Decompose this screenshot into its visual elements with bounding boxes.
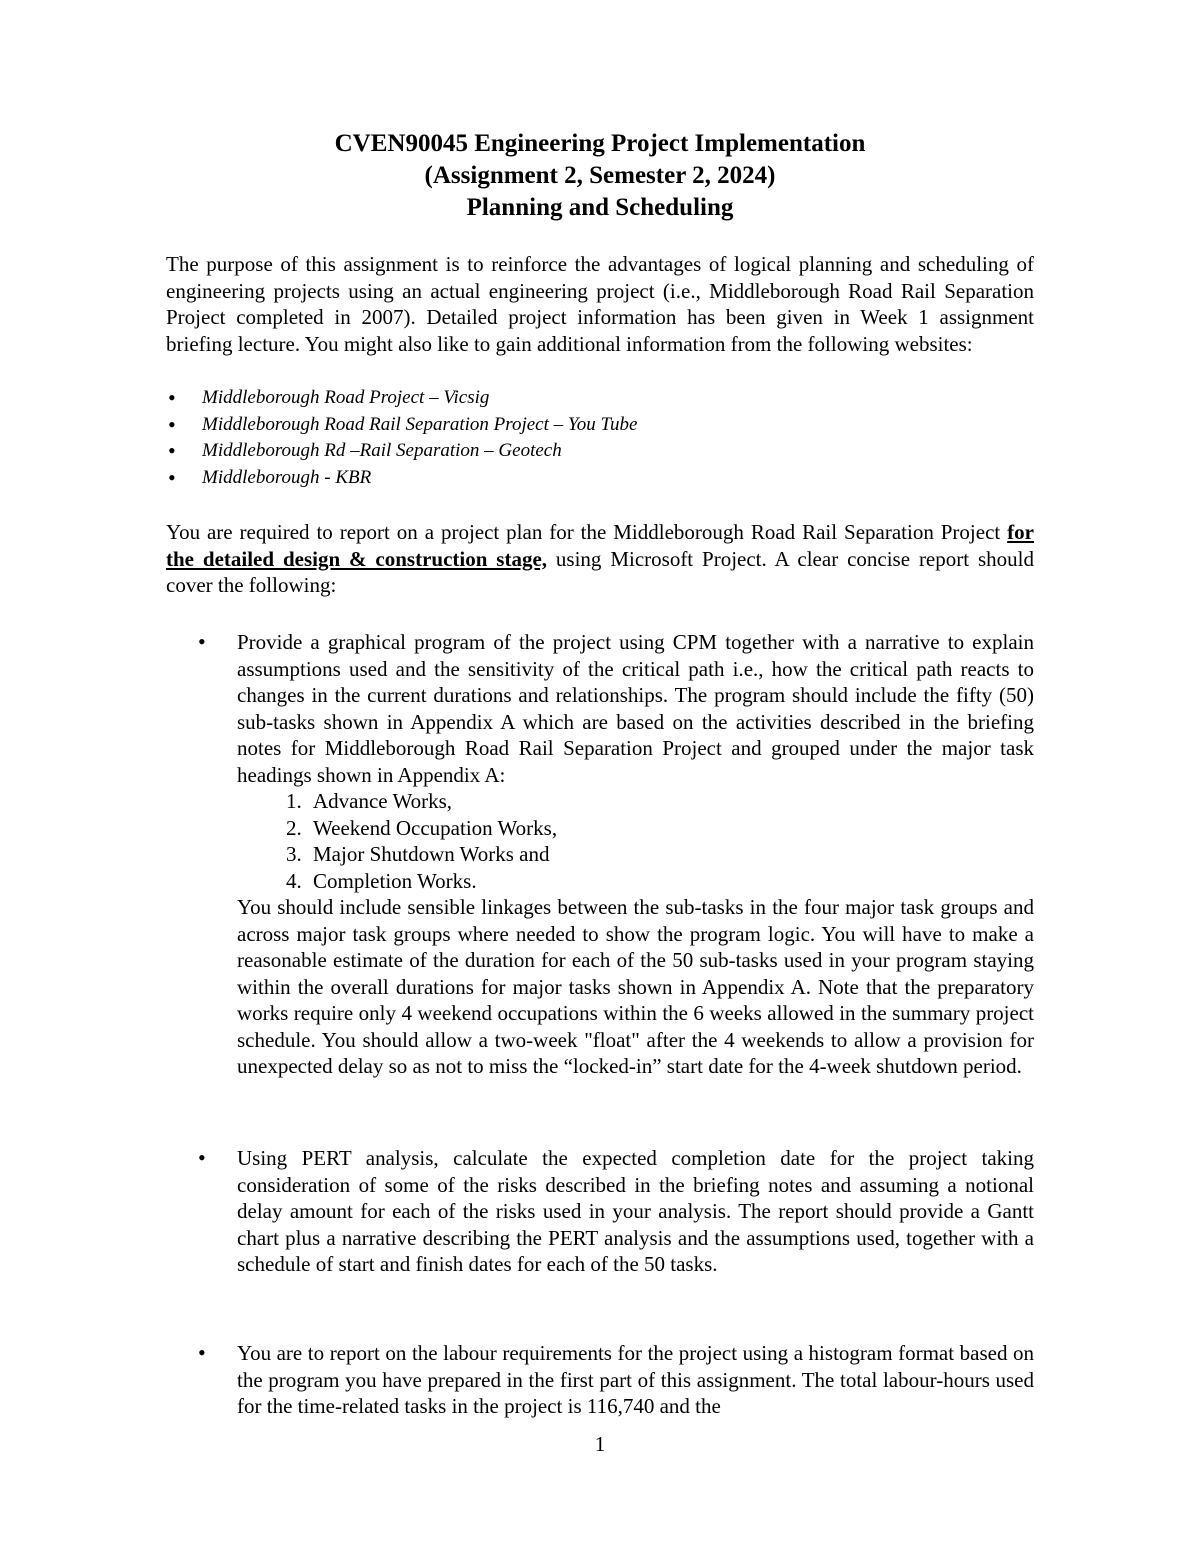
website-list (166, 385, 637, 491)
major-task-item: 3. Major Shutdown Works and (307, 841, 1034, 868)
document-heading: Planning and Scheduling (466, 194, 734, 221)
stage-emphasis: for the detailed design & construction stage, (166, 520, 1034, 571)
page-number: 1 (594, 1432, 606, 1456)
bullet-icon: • (198, 1145, 206, 1170)
bullet-icon: • (198, 1340, 206, 1365)
website-link[interactable]: • Middleborough Road Project – Vicsig (166, 385, 637, 412)
requirements-intro-start: You are required to report on a project plan for the Middleborough Road Rail Separation Project (166, 520, 1008, 544)
title-block (0, 128, 1200, 224)
bullet-icon: • (198, 629, 206, 654)
requirement-pert: Using PERT analysis, calculate the expected completion date for the project taking consideration of some of the risks described in the briefing notes and assuming a notional delay amount for each of the risks used in your analysis. The report should provide a Gantt chart plus a narrative describing the PERT analysis and the assumptions used, together with a schedule of start and finish dates for each of the 50 tasks. (237, 1146, 1034, 1276)
major-task-item: 2. Weekend Occupation Works, (307, 815, 1034, 842)
requirement-cpm-text: Provide a graphical program of the project using CPM together with a narrative to explain assumptions used and the sensitivity of the critical path i.e., how the critical path reacts to changes in the current durations and relationships. The program should include the fifty (50) sub-tasks shown in Appendix A which are based on the activities described in the briefing notes for Middleborough Road Rail Separation Project and grouped under the major task headings shown in Appendix A: (237, 630, 1034, 787)
requirement-cpm (237, 629, 1034, 1080)
website-link[interactable]: • Middleborough Rd –Rail Separation – Geotech (166, 438, 637, 465)
major-task-item: 4. Completion Works. (307, 868, 1034, 895)
website-link[interactable]: • Middleborough - KBR (166, 465, 637, 492)
major-task-list (237, 788, 1034, 894)
intro-paragraph: The purpose of this assignment is to reinforce the advantages of logical planning and scheduling of engineering projects using an actual engineering project (i.e., Middleborough Road Rail Separation Project completed in 2007). Detailed project information has been given in Week 1 assignment briefing lecture. You might also like to gain additional information from the following websites: (166, 252, 1034, 356)
document-title: CVEN90045 Engineering Project Implementation (334, 130, 866, 157)
major-task-item: 1. Advance Works, (307, 788, 1034, 815)
website-link[interactable]: • Middleborough Road Rail Separation Project – You Tube (166, 412, 637, 439)
document-subtitle: (Assignment 2, Semester 2, 2024) (424, 162, 776, 189)
requirements-intro (166, 519, 1034, 599)
requirements-intro-end: using Microsoft Project. A clear concise report should cover the following: (166, 546, 1034, 597)
requirement-cpm-followup: You should include sensible linkages between the sub-tasks in the four major task groups and across major task groups where needed to show the program logic. You will have to make a reasonable estimate of the duration for each of the 50 sub-tasks used in your program staying within the overall durations for major tasks shown in Appendix A. Note that the preparatory works require only 4 weekend occupations within the 6 weeks allowed in the summary project schedule. You should allow a two-week "float" after the 4 weekends to allow a provision for unexpected delay so as not to miss the “locked-in” start date for the 4-week shutdown period. (237, 895, 1034, 1078)
requirement-labour: You are to report on the labour requirements for the project using a histogram format based on the program you have prepared in the first part of this assignment. The total labour-hours used for the time-related tasks in the project is 116,740 and the (237, 1341, 1034, 1418)
